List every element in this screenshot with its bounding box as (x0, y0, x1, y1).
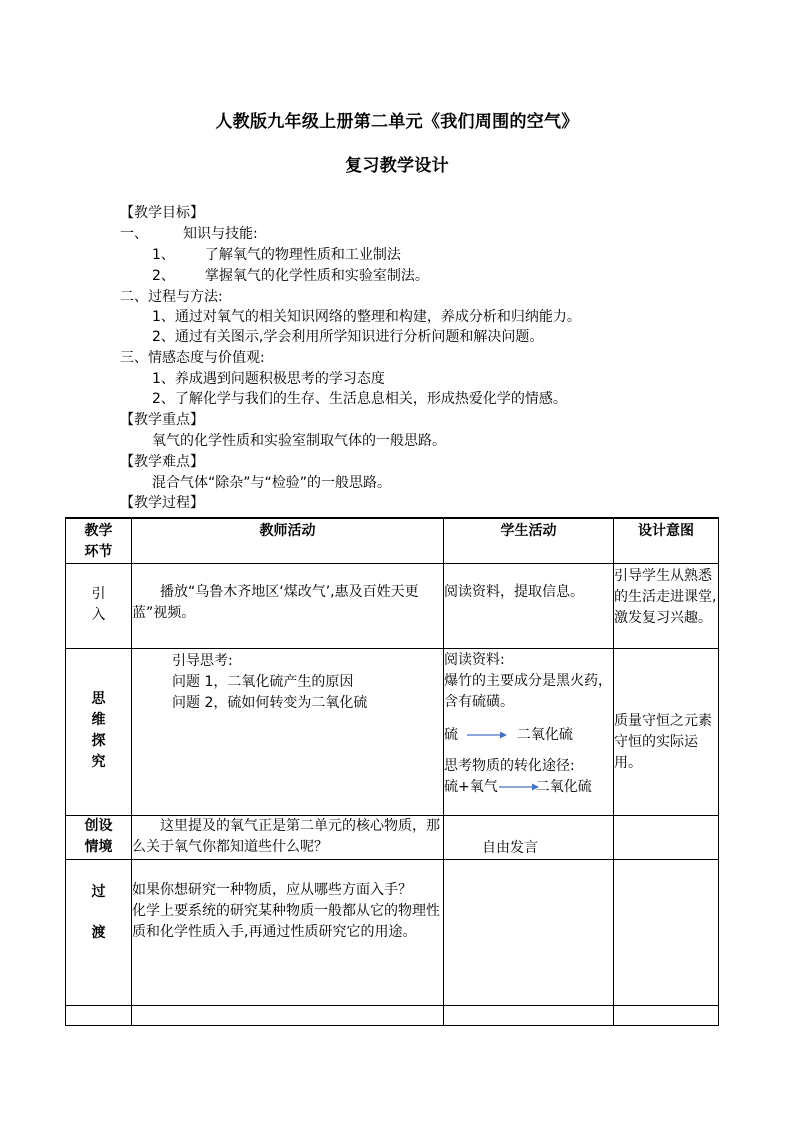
stage-situation-line-1: 创设 (84, 818, 113, 834)
teacher-situation: 这里提及的氧气正是第二单元的核心物质，那么关于氧气你都知道些什么呢？ (132, 816, 444, 860)
empty-cell (132, 1006, 444, 1026)
focus-heading: 【教学重点】 (120, 412, 204, 428)
emotion-label: 三、情感态度与价值观: (120, 350, 265, 366)
intent-think: 质量守恒之元素守恒的实际运用。 (614, 649, 719, 816)
stage-think (66, 649, 132, 816)
stage-think-char-3: 探 (91, 733, 106, 749)
table-header-row (66, 518, 719, 564)
process-heading: 【教学过程】 (120, 495, 204, 511)
stage-think-char-4: 究 (91, 754, 106, 770)
stage-situation-line-2: 情境 (84, 839, 113, 855)
process-method-label: 二、过程与方法: (120, 289, 223, 305)
student-think (444, 649, 614, 816)
teacher-transition (132, 860, 444, 1006)
stage-situation (66, 816, 132, 860)
teacher-think-line-1: 引导思考: (172, 653, 233, 669)
knowledge-item-2-number: 2、 (152, 268, 175, 284)
document-title: 人教版九年级上册第二单元《我们周围的空气》 (215, 112, 579, 132)
empty-cell (444, 1006, 614, 1026)
emotion-item-2: 2、了解化学与我们的生存、生活息息相关，形成热爱化学的情感。 (152, 391, 567, 407)
stage-intro (66, 564, 132, 649)
header-teacher: 教师活动 (132, 518, 444, 564)
stage-transition (66, 860, 132, 1006)
stage-intro-line-2: 入 (91, 607, 106, 623)
empty-cell (614, 1006, 719, 1026)
process-item-1: 1、通过对氧气的相关知识网络的整理和构建，养成分析和归纳能力。 (152, 309, 581, 325)
stage-intro-line-1: 引 (91, 586, 106, 602)
table-row (66, 1006, 719, 1026)
stage-think-char-1: 思 (91, 691, 106, 707)
teacher-think (132, 649, 444, 816)
intent-transition (614, 860, 719, 1006)
stage-transition-line-2: 渡 (91, 925, 106, 941)
table-row (66, 816, 719, 860)
student-intro: 阅读资料，提取信息。 (444, 564, 614, 649)
conversion-to-2: 二氧化硫 (535, 779, 592, 795)
knowledge-skill-number: 一、 (120, 226, 148, 242)
student-transition (444, 860, 614, 1006)
conversion-to-1: 二氧化硫 (516, 727, 573, 743)
knowledge-item-2 (152, 266, 429, 286)
teacher-transition-line-1: 如果你想研究一种物质，应从哪些方面入手？ (132, 882, 412, 898)
teacher-think-line-3: 问题 2，硫如何转变为二氧化硫 (172, 695, 368, 711)
table-row (66, 564, 719, 649)
knowledge-item-1-number: 1、 (152, 247, 175, 263)
focus-text: 氧气的化学性质和实验室制取气体的一般思路。 (152, 433, 446, 449)
teacher-think-line-2: 问题 1，二氧化硫产生的原因 (172, 674, 354, 690)
intent-situation (614, 816, 719, 860)
teacher-transition-line-2: 化学上要系统的研究某种物质一般都从它的物理性质和化学性质入手,再通过性质研究它的用途。 (132, 903, 440, 940)
difficulty-heading: 【教学难点】 (120, 454, 204, 470)
goal-heading: 【教学目标】 (120, 205, 204, 221)
knowledge-item-2-text: 掌握氧气的化学性质和实验室制法。 (204, 268, 429, 284)
header-stage-line-2: 环节 (84, 544, 113, 560)
teaching-process-table (65, 517, 719, 1026)
stage-think-char-2: 维 (91, 712, 106, 728)
header-stage-line-1: 教学 (84, 523, 113, 539)
document-subtitle: 复习教学设计 (345, 156, 449, 176)
knowledge-skill-label (120, 224, 258, 244)
conversion-from-2: 硫+氧气 (444, 779, 498, 795)
table-row (66, 860, 719, 1006)
student-think-line-1: 阅读资料: (444, 652, 505, 668)
empty-cell (66, 1006, 132, 1026)
knowledge-item-1 (152, 245, 401, 265)
emotion-item-1: 1、养成遇到问题积极思考的学习态度 (152, 371, 385, 387)
arrow-right-icon (466, 730, 508, 740)
header-stage (66, 518, 132, 564)
conversion-with-oxygen (444, 777, 613, 798)
conversion-sulfur-to-so2 (444, 725, 613, 746)
table-row (66, 649, 719, 816)
knowledge-skill-text: 知识与技能: (183, 226, 258, 242)
stage-transition-line-1: 过 (91, 884, 106, 900)
header-student: 学生活动 (444, 518, 614, 564)
difficulty-text: 混合气体“除杂”与“检验”的一般思路。 (152, 475, 392, 491)
teacher-intro: 播放“乌鲁木齐地区‘煤改气’,惠及百姓天更蓝”视频。 (132, 564, 444, 649)
student-think-line-2: 爆竹的主要成分是黑火药，含有硫磺。 (444, 673, 612, 710)
conversion-from-1: 硫 (444, 727, 458, 743)
header-intent: 设计意图 (614, 518, 719, 564)
knowledge-item-1-text: 了解氧气的物理性质和工业制法 (204, 247, 401, 263)
intent-intro: 引导学生从熟悉的生活走进课堂,激发复习兴趣。 (614, 564, 719, 649)
student-think-line-4: 思考物质的转化途径: (444, 758, 575, 774)
student-situation: 自由发言 (444, 816, 614, 860)
process-item-2: 2、通过有关图示,学会利用所学知识进行分析问题和解决问题。 (152, 329, 544, 345)
arrow-right-icon (498, 782, 540, 792)
